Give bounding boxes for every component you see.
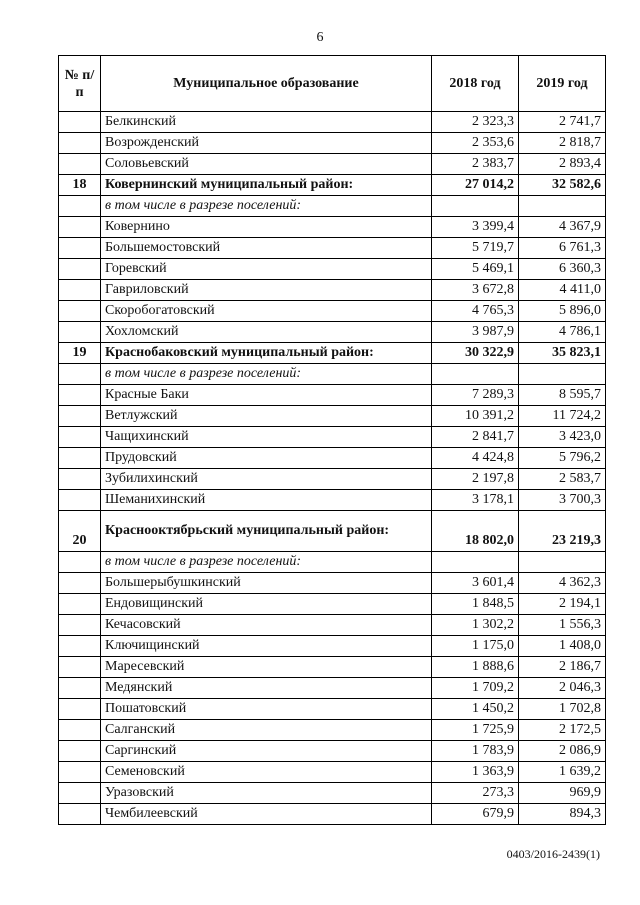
page-number: 6	[316, 30, 324, 45]
table-row	[59, 594, 606, 615]
table-row	[59, 490, 606, 511]
value-2019: 32 582,6	[519, 175, 606, 196]
value-2018: 2 353,6	[432, 133, 519, 154]
value-2019: 2 741,7	[519, 112, 606, 133]
row-number	[59, 594, 101, 615]
value-2018	[432, 196, 519, 217]
table-row	[59, 322, 606, 343]
row-name: Прудовский	[101, 448, 432, 469]
value-2018: 5 719,7	[432, 238, 519, 259]
value-2019: 35 823,1	[519, 343, 606, 364]
value-2018: 30 322,9	[432, 343, 519, 364]
row-name: Ковернинский муниципальный район:	[101, 175, 432, 196]
value-2019: 2 086,9	[519, 741, 606, 762]
table-row	[59, 636, 606, 657]
district-row	[59, 511, 606, 552]
value-2019: 1 408,0	[519, 636, 606, 657]
district-row	[59, 175, 606, 196]
row-name: Маресевский	[101, 657, 432, 678]
value-2018: 3 178,1	[432, 490, 519, 511]
row-number	[59, 112, 101, 133]
row-name: Большемостовский	[101, 238, 432, 259]
row-number	[59, 385, 101, 406]
value-2019: 4 367,9	[519, 217, 606, 238]
table-row	[59, 427, 606, 448]
budget-table	[58, 55, 606, 825]
value-2019: 2 583,7	[519, 469, 606, 490]
value-2018	[432, 364, 519, 385]
header-2019: 2019 год	[519, 56, 606, 112]
row-name: Краснобаковский муниципальный район:	[101, 343, 432, 364]
header-name: Муниципальное образование	[101, 56, 432, 112]
table-header-row	[59, 56, 606, 112]
row-name: Семеновский	[101, 762, 432, 783]
header-2018: 2018 год	[432, 56, 519, 112]
table-row	[59, 678, 606, 699]
row-number	[59, 615, 101, 636]
value-2018: 18 802,0	[432, 511, 519, 552]
row-name: Ключищинский	[101, 636, 432, 657]
row-name: Горевский	[101, 259, 432, 280]
value-2018: 3 601,4	[432, 573, 519, 594]
table-row	[59, 259, 606, 280]
subheading-row	[59, 364, 606, 385]
value-2019: 3 423,0	[519, 427, 606, 448]
value-2019: 6 360,3	[519, 259, 606, 280]
row-number	[59, 552, 101, 573]
row-number	[59, 448, 101, 469]
value-2018: 3 399,4	[432, 217, 519, 238]
district-row	[59, 343, 606, 364]
value-2018: 1 302,2	[432, 615, 519, 636]
value-2018: 7 289,3	[432, 385, 519, 406]
row-name: Чембилеевский	[101, 804, 432, 825]
value-2019: 969,9	[519, 783, 606, 804]
value-2018: 1 725,9	[432, 720, 519, 741]
value-2019: 4 786,1	[519, 322, 606, 343]
value-2019: 11 724,2	[519, 406, 606, 427]
row-number	[59, 636, 101, 657]
row-name: Красные Баки	[101, 385, 432, 406]
value-2019: 1 702,8	[519, 699, 606, 720]
value-2019	[519, 552, 606, 573]
value-2019: 1 639,2	[519, 762, 606, 783]
value-2019: 4 362,3	[519, 573, 606, 594]
value-2018: 10 391,2	[432, 406, 519, 427]
row-number	[59, 217, 101, 238]
value-2018: 1 450,2	[432, 699, 519, 720]
value-2018: 4 424,8	[432, 448, 519, 469]
row-name: Ендовищинский	[101, 594, 432, 615]
table-row	[59, 741, 606, 762]
value-2018: 1 363,9	[432, 762, 519, 783]
value-2019: 2 046,3	[519, 678, 606, 699]
value-2019: 6 761,3	[519, 238, 606, 259]
value-2018: 2 841,7	[432, 427, 519, 448]
value-2019: 2 194,1	[519, 594, 606, 615]
value-2018: 679,9	[432, 804, 519, 825]
value-2018: 1 783,9	[432, 741, 519, 762]
subheading-row	[59, 552, 606, 573]
row-name: Возрожденский	[101, 133, 432, 154]
subheading-row	[59, 196, 606, 217]
value-2019: 3 700,3	[519, 490, 606, 511]
row-number	[59, 657, 101, 678]
row-name: Пошатовский	[101, 699, 432, 720]
table-row	[59, 385, 606, 406]
table-row	[59, 657, 606, 678]
row-name: Саргинский	[101, 741, 432, 762]
row-number	[59, 196, 101, 217]
value-2019: 4 411,0	[519, 280, 606, 301]
row-number	[59, 720, 101, 741]
table-row	[59, 469, 606, 490]
row-number	[59, 762, 101, 783]
row-number	[59, 741, 101, 762]
value-2019: 2 893,4	[519, 154, 606, 175]
row-number	[59, 154, 101, 175]
value-2019: 2 172,5	[519, 720, 606, 741]
row-name: Большерыбушкинский	[101, 573, 432, 594]
row-name: Скоробогатовский	[101, 301, 432, 322]
table-row	[59, 762, 606, 783]
value-2019: 8 595,7	[519, 385, 606, 406]
row-name: Хохломский	[101, 322, 432, 343]
row-name: Ветлужский	[101, 406, 432, 427]
value-2018: 1 848,5	[432, 594, 519, 615]
value-2018: 2 197,8	[432, 469, 519, 490]
row-number	[59, 427, 101, 448]
document-code: 0403/2016-2439(1)	[506, 847, 600, 861]
row-name: Краснооктябрьский муниципальный район:	[101, 511, 432, 552]
row-name: Чащихинский	[101, 427, 432, 448]
value-2018: 1 888,6	[432, 657, 519, 678]
row-number: 20	[59, 511, 101, 552]
table-row	[59, 133, 606, 154]
table-row	[59, 720, 606, 741]
value-2018: 273,3	[432, 783, 519, 804]
row-number	[59, 490, 101, 511]
row-number	[59, 699, 101, 720]
table-row	[59, 301, 606, 322]
value-2018: 3 987,9	[432, 322, 519, 343]
table-row	[59, 217, 606, 238]
table-row	[59, 615, 606, 636]
value-2019: 1 556,3	[519, 615, 606, 636]
row-name: Салганский	[101, 720, 432, 741]
value-2018: 4 765,3	[432, 301, 519, 322]
row-number: 19	[59, 343, 101, 364]
value-2018: 1 709,2	[432, 678, 519, 699]
value-2019	[519, 196, 606, 217]
row-name: Шеманихинский	[101, 490, 432, 511]
value-2018: 27 014,2	[432, 175, 519, 196]
table-row	[59, 238, 606, 259]
row-number	[59, 573, 101, 594]
row-number	[59, 469, 101, 490]
row-name: Зубилихинский	[101, 469, 432, 490]
table-row	[59, 406, 606, 427]
value-2019: 23 219,3	[519, 511, 606, 552]
table-row	[59, 573, 606, 594]
row-name: в том числе в разрезе поселений:	[101, 196, 432, 217]
row-number	[59, 678, 101, 699]
table-row	[59, 280, 606, 301]
row-number	[59, 259, 101, 280]
row-name: Белкинский	[101, 112, 432, 133]
row-name: Соловьевский	[101, 154, 432, 175]
header-num: № п/п	[59, 56, 101, 112]
table-row	[59, 804, 606, 825]
row-name: Гавриловский	[101, 280, 432, 301]
table-row	[59, 783, 606, 804]
value-2018: 2 383,7	[432, 154, 519, 175]
table-body	[59, 112, 606, 825]
row-number: 18	[59, 175, 101, 196]
value-2019: 2 186,7	[519, 657, 606, 678]
value-2018: 5 469,1	[432, 259, 519, 280]
row-number	[59, 238, 101, 259]
value-2018: 2 323,3	[432, 112, 519, 133]
row-name: в том числе в разрезе поселений:	[101, 364, 432, 385]
table-row	[59, 448, 606, 469]
table-row	[59, 699, 606, 720]
row-number	[59, 406, 101, 427]
row-number	[59, 804, 101, 825]
row-number	[59, 364, 101, 385]
value-2018: 1 175,0	[432, 636, 519, 657]
row-name: Ковернино	[101, 217, 432, 238]
row-number	[59, 783, 101, 804]
row-name: Уразовский	[101, 783, 432, 804]
value-2019: 5 796,2	[519, 448, 606, 469]
table-row	[59, 112, 606, 133]
row-name: Кечасовский	[101, 615, 432, 636]
value-2018: 3 672,8	[432, 280, 519, 301]
value-2019: 2 818,7	[519, 133, 606, 154]
value-2019: 5 896,0	[519, 301, 606, 322]
value-2018	[432, 552, 519, 573]
row-number	[59, 280, 101, 301]
row-number	[59, 133, 101, 154]
value-2019	[519, 364, 606, 385]
table-row	[59, 154, 606, 175]
value-2019: 894,3	[519, 804, 606, 825]
row-number	[59, 322, 101, 343]
row-number	[59, 301, 101, 322]
row-name: в том числе в разрезе поселений:	[101, 552, 432, 573]
row-name: Медянский	[101, 678, 432, 699]
